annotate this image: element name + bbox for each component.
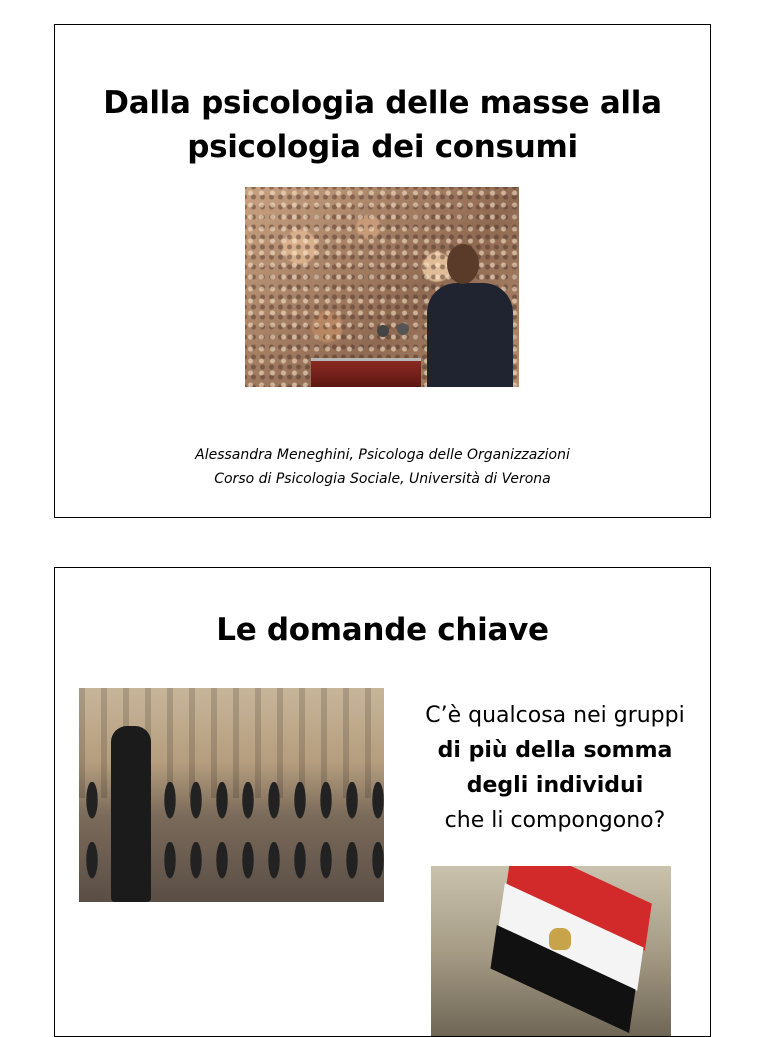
slide-2	[54, 567, 711, 1037]
eagle-emblem-icon	[549, 928, 571, 950]
microphone-icon	[377, 325, 389, 337]
slide-1-caption	[55, 443, 710, 491]
slide-1	[54, 24, 711, 518]
key-question	[395, 698, 715, 838]
egypt-flag-protest-photo	[431, 866, 671, 1036]
question-line-2: di più della somma	[437, 738, 673, 763]
slide-1-title-line-2: psicologia dei consumi	[187, 129, 578, 165]
course-line: Corso di Psicologia Sociale, Università di Verona	[214, 471, 551, 487]
slide-1-title-line-1: Dalla psicologia delle masse alla	[103, 85, 662, 121]
podium-shape	[311, 358, 421, 387]
speaker-head	[447, 244, 479, 284]
slide-2-title: Le domande chiave	[216, 612, 549, 648]
author-line: Alessandra Meneghini, Psicologa delle Organizzazioni	[195, 447, 570, 463]
question-line-4: che li compongono?	[444, 808, 666, 833]
masked-figure	[111, 726, 151, 902]
riot-crowd-photo	[79, 688, 384, 902]
question-line-3: degli individui	[466, 773, 644, 798]
question-line-1: C’è qualcosa nei gruppi	[425, 703, 685, 728]
slide-1-title	[55, 81, 710, 169]
speech-crowd-photo	[245, 187, 519, 387]
speaker-figure	[427, 283, 513, 387]
